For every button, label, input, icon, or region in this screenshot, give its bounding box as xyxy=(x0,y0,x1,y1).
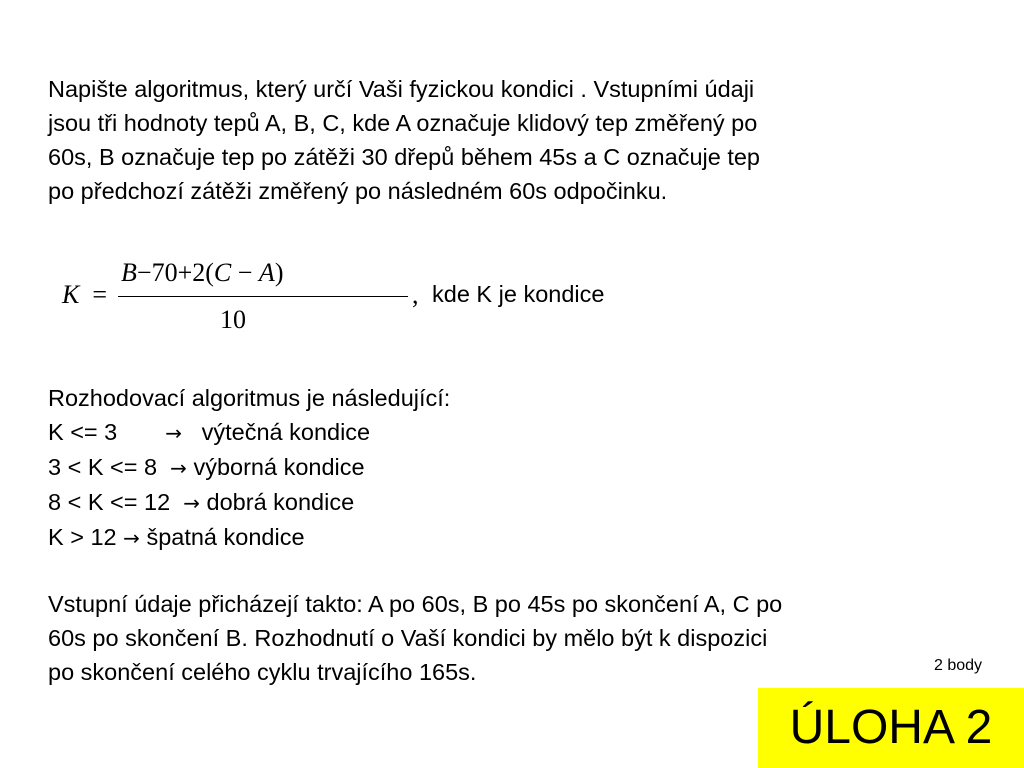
rule-item xyxy=(48,415,450,450)
formula-seventy: 70 xyxy=(151,258,178,287)
intro-line: jsou tři hodnoty tepů A, B, C, kde A označuje klidový tep změřený po xyxy=(48,110,758,136)
arrow-right-icon: → xyxy=(183,491,200,515)
rule-condition: 8 < K <= 12 xyxy=(48,489,171,515)
rule-item xyxy=(48,450,450,485)
rule-item xyxy=(48,485,450,520)
formula-var-b: B xyxy=(121,258,137,287)
rule-result: špatná kondice xyxy=(146,524,305,550)
fraction-bar xyxy=(118,296,408,297)
rule-condition: K > 12 xyxy=(48,524,117,550)
rule-result: dobrá kondice xyxy=(206,489,355,515)
formula-two: 2( xyxy=(192,258,214,287)
rule-condition: K <= 3 xyxy=(48,419,118,445)
intro-line: Napište algoritmus, který určí Vaši fyzickou kondici . Vstupními údaji xyxy=(48,76,755,102)
points-label: 2 body xyxy=(934,657,983,674)
formula-equals: = xyxy=(92,280,108,309)
decision-rules xyxy=(48,381,450,555)
arrow-right-icon: → xyxy=(170,456,187,480)
formula-plus: + xyxy=(177,258,193,287)
formula-close-paren: ) xyxy=(274,258,284,287)
formula-comma: , xyxy=(412,280,419,309)
formula-lhs xyxy=(62,280,107,310)
formula-var-a: A xyxy=(258,258,275,287)
formula-var-c: C xyxy=(213,258,232,287)
closing-line: po skončení celého cyklu trvajícího 165s. xyxy=(48,659,477,685)
assignment-intro xyxy=(48,72,760,208)
task-badge: ÚLOHA 2 xyxy=(758,688,1024,768)
formula-denominator: 10 xyxy=(220,305,246,334)
formula-note: kde K je kondice xyxy=(432,281,605,307)
rule-item xyxy=(48,520,450,555)
closing-line: 60s po skončení B. Rozhodnutí o Vaší kondici by mělo být k dispozici xyxy=(48,625,768,651)
arrow-right-icon: → xyxy=(165,421,183,445)
intro-line: po předchozí zátěži změřený po následném 60s odpočinku. xyxy=(48,178,668,204)
rules-heading: Rozhodovací algoritmus je následující: xyxy=(48,385,451,411)
assignment-closing xyxy=(48,587,782,689)
formula-var-k: K xyxy=(62,280,80,309)
closing-line: Vstupní údaje přicházejí takto: A po 60s, B po 45s po skončení A, C po xyxy=(48,591,783,617)
rule-result: výtečná kondice xyxy=(201,419,371,445)
arrow-right-icon: → xyxy=(123,526,140,550)
intro-line: 60s, B označuje tep po zátěži 30 dřepů během 45s a C označuje tep xyxy=(48,144,760,170)
rule-result: výborná kondice xyxy=(193,454,365,480)
formula-numerator xyxy=(121,258,283,288)
formula-minus: − xyxy=(136,258,152,287)
formula-minus-inner: − xyxy=(231,258,259,287)
rule-condition: 3 < K <= 8 xyxy=(48,454,158,480)
formula xyxy=(58,258,605,340)
